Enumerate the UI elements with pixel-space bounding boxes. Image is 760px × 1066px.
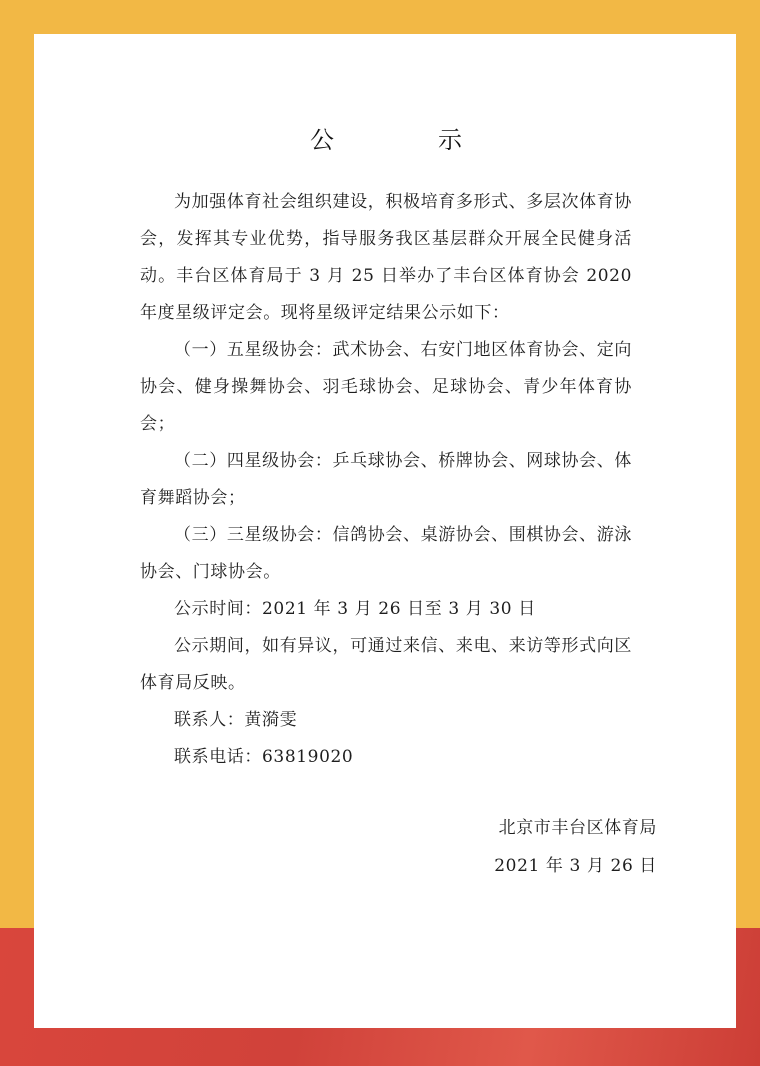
notice-body	[140, 110, 632, 776]
contact-phone: 联系电话：63819020	[174, 747, 354, 767]
publicity-period: 公示时间：2021 年 3 月 26 日至 3 月 30 日	[174, 599, 536, 619]
signature-organization: 北京市丰台区体育局	[498, 818, 657, 838]
signature-date: 2021 年 3 月 26 日	[494, 856, 657, 876]
notice-title: 公 示	[310, 126, 502, 154]
intro-paragraph: 为加强体育社会组织建设，积极培育多形式、多层次体育协会，发挥其专业优势，指导服务我区基层群众开展全民健身活动。丰台区体育局于 3 月 25 日举办了丰台区体育协会 2020 年度星级评定会。现将星级评定结果公示如下：	[140, 192, 632, 323]
contact-person: 联系人：黄漪雯	[174, 710, 298, 730]
five-star-paragraph: （一）五星级协会：武术协会、右安门地区体育协会、定向协会、健身操舞协会、羽毛球协会、足球协会、青少年体育协会；	[140, 340, 632, 434]
three-star-paragraph: （三）三星级协会：信鸽协会、桌游协会、围棋协会、游泳协会、门球协会。	[140, 525, 632, 582]
four-star-paragraph: （二）四星级协会：乒乓球协会、桥牌协会、网球协会、体育舞蹈协会；	[140, 451, 632, 508]
objection-paragraph: 公示期间，如有异议，可通过来信、来电、来访等形式向区体育局反映。	[140, 636, 632, 693]
